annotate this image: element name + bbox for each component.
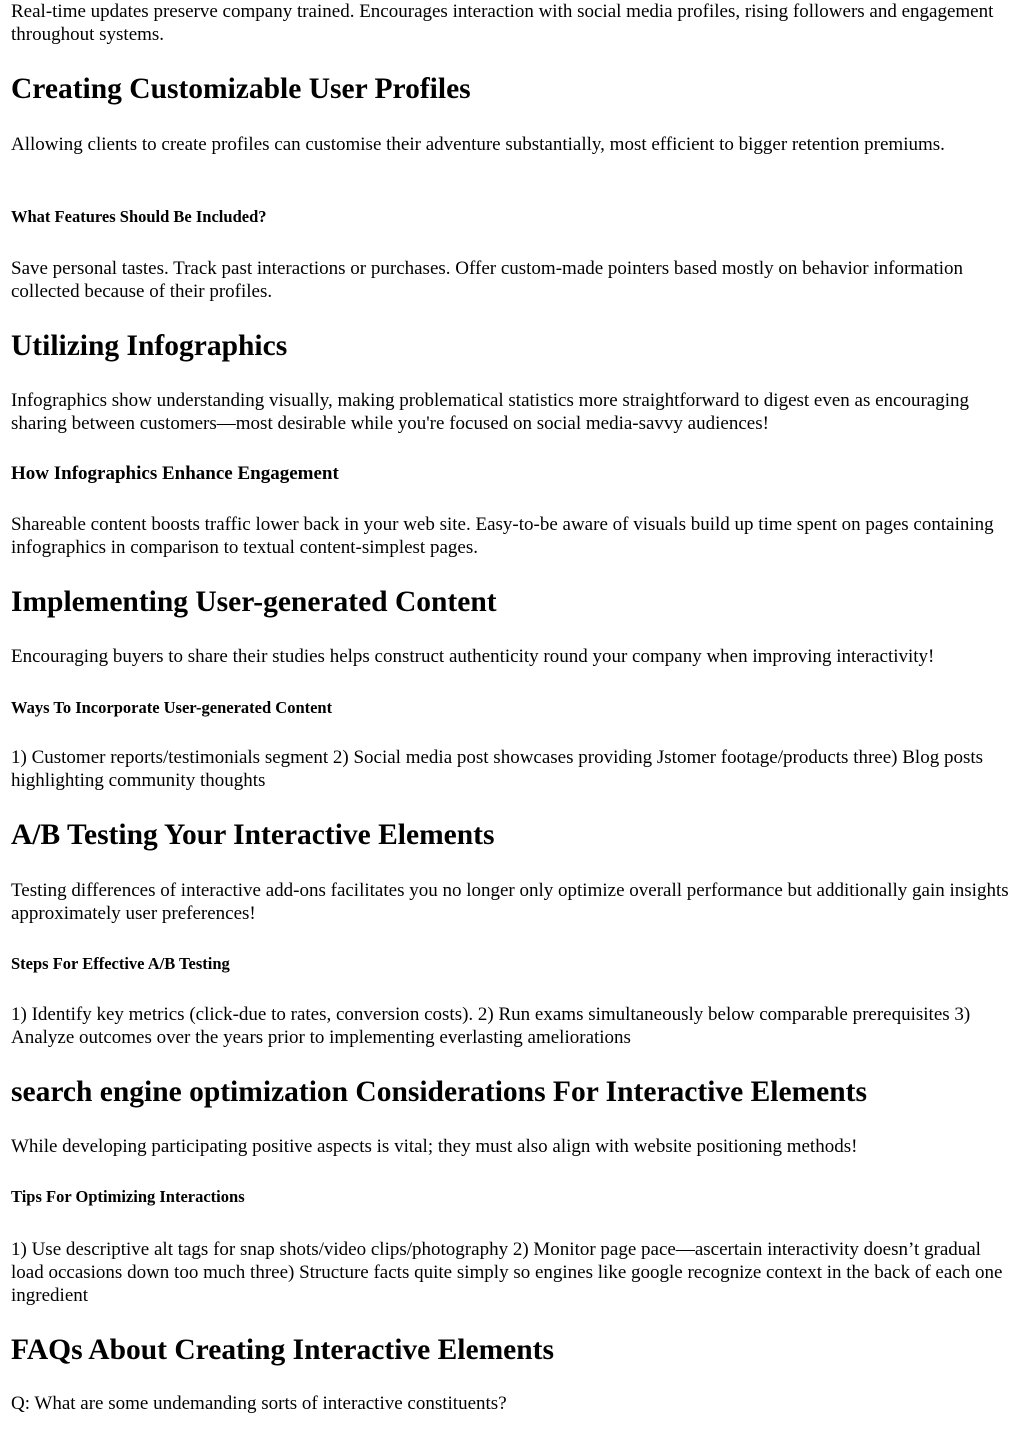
subsection-paragraph: 1) Customer reports/testimonials segment 2) Social media post showcases providing Jstomer footage/products three) Blog posts highlighting community thoughts <box>11 747 984 791</box>
subsection-paragraph: Save personal tastes. Track past interactions or purchases. Offer custom-made pointers based mostly on behavior information collected because of their profiles. <box>11 258 964 302</box>
section-paragraph: Encouraging buyers to share their studies helps construct authenticity round your company when improving interactivity! <box>11 646 935 667</box>
section-paragraph: Allowing clients to create profiles can customise their adventure substantially, most efficient to bigger retention premiums. <box>11 134 945 155</box>
section-paragraph: While developing participating positive aspects is vital; they must also align with website positioning methods! <box>11 1136 858 1157</box>
section-heading-seo: search engine optimization Considerations For Interactive Elements <box>11 1076 867 1108</box>
section-paragraph: Testing differences of interactive add-ons facilitates you no longer only optimize overall performance but additionally gain insights approximately user preferences! <box>11 880 1009 924</box>
section-paragraph: Infographics show understanding visually, making problematical statistics more straightforward to digest even as encouraging sharing between customers—most desirable while you're focused on social media-savvy audiences! <box>11 390 970 434</box>
section-heading-ab-testing: A/B Testing Your Interactive Elements <box>11 819 495 851</box>
section-heading-faqs: FAQs About Creating Interactive Elements <box>11 1334 554 1366</box>
intro-paragraph: Real-time updates preserve company trained. Encourages interaction with social media profiles, rising followers and engagement throughout systems. <box>11 1 994 45</box>
section-heading-user-generated-content: Implementing User-generated Content <box>11 586 497 618</box>
subsection-heading-ab-steps: Steps For Effective A/B Testing <box>11 954 230 973</box>
subsection-heading-features: What Features Should Be Included? <box>11 207 267 226</box>
subsection-heading-infographics-engagement: How Infographics Enhance Engagement <box>11 463 339 484</box>
subsection-heading-ugc-ways: Ways To Incorporate User-generated Content <box>11 698 333 717</box>
subsection-paragraph: 1) Identify key metrics (click-due to rates, conversion costs). 2) Run exams simultaneously below comparable prerequisites 3) Analyze outcomes over the years prior to implementing everlasting ameliorations <box>11 1004 971 1048</box>
faq-question: Q: What are some undemanding sorts of interactive constituents? <box>11 1393 507 1414</box>
subsection-paragraph: 1) Use descriptive alt tags for snap shots/video clips/photography 2) Monitor page pace—ascertain interactivity doesn’t gradual load occasions down too much three) Structure facts quite simply so engines like google recognize context in the back of each one ingredient <box>11 1239 1003 1306</box>
section-heading-user-profiles: Creating Customizable User Profiles <box>11 73 471 105</box>
section-heading-infographics: Utilizing Infographics <box>11 330 288 362</box>
subsection-heading-seo-tips: Tips For Optimizing Interactions <box>11 1187 245 1206</box>
subsection-paragraph: Shareable content boosts traffic lower back in your web site. Easy-to-be aware of visuals build up time spent on pages containing infographics in comparison to textual content-simplest pages. <box>11 514 994 558</box>
